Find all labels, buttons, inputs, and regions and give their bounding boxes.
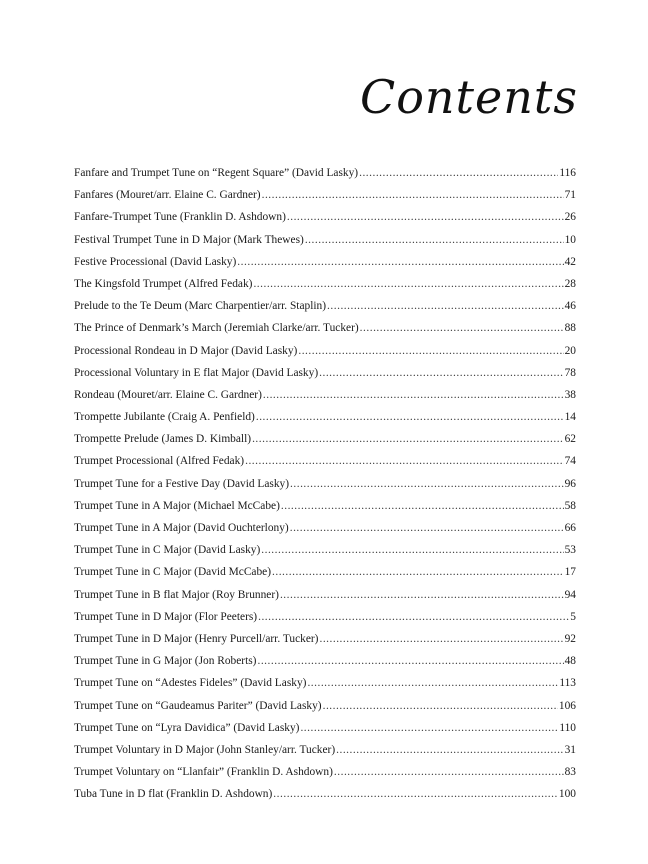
- toc-entry-page-number: 66: [564, 522, 576, 534]
- dot-leader: [273, 783, 558, 805]
- toc-entry-page-number: 110: [559, 721, 576, 734]
- dot-leader: [252, 428, 564, 450]
- toc-entry-title: Trumpet Tune in C Major (David Lasky): [74, 544, 261, 557]
- toc-entry-page-number: 83: [564, 766, 576, 779]
- toc-entry-page-number: 116: [559, 167, 576, 179]
- toc-entry-title: Trumpet Tune in D Major (Henry Purcell/arr. Tucker): [74, 632, 319, 645]
- dot-leader: [323, 695, 558, 717]
- toc-entry: [74, 717, 576, 739]
- toc-entry-title: Trumpet Voluntary in D Major (John Stanley/arr. Tucker): [74, 743, 336, 756]
- toc-entry-title: Trumpet Tune on “Adestes Fideles” (David Lasky): [74, 677, 307, 690]
- dot-leader: [305, 229, 564, 251]
- toc-entry-page-number: 48: [564, 655, 576, 668]
- toc-entry-title: Trumpet Voluntary on “Llanfair” (Franklin D. Ashdown): [74, 766, 333, 779]
- toc-entry-page-number: 20: [564, 344, 576, 357]
- toc-entry-title: Trumpet Tune in D Major (Flor Peeters): [74, 610, 258, 623]
- toc-entry-title: Trompette Jubilante (Craig A. Penfield): [74, 411, 255, 424]
- toc-entry-page-number: 17: [564, 566, 576, 579]
- dot-leader: [290, 517, 564, 539]
- dot-leader: [262, 184, 564, 206]
- dot-leader: [298, 340, 563, 362]
- dot-leader: [307, 672, 558, 694]
- dot-leader: [245, 450, 564, 472]
- toc-entry: [74, 539, 576, 561]
- dot-leader: [360, 317, 564, 339]
- dot-leader: [290, 473, 564, 495]
- toc-entry: [74, 406, 576, 428]
- toc-entry-title: Trumpet Tune in C Major (David McCabe): [74, 566, 272, 579]
- toc-entry: [74, 672, 576, 694]
- toc-entry-page-number: 62: [564, 433, 576, 446]
- toc-entry: [74, 761, 576, 783]
- dot-leader: [261, 539, 563, 561]
- toc-entry-title: Trumpet Tune for a Festive Day (David Lasky): [74, 477, 290, 490]
- dot-leader: [334, 761, 564, 783]
- toc-entry-page-number: 96: [564, 477, 576, 490]
- toc-entry-title: Trompette Prelude (James D. Kimball): [74, 433, 252, 446]
- toc-entry-page-number: 78: [564, 366, 576, 379]
- dot-leader: [257, 650, 563, 672]
- toc-entry-title: Festive Processional (David Lasky): [74, 255, 237, 268]
- toc-entry-title: Processional Rondeau in D Major (David Lasky): [74, 344, 298, 357]
- toc-entry-title: Prelude to the Te Deum (Marc Charpentier/arr. Staplin): [74, 300, 327, 313]
- toc-entry-title: Processional Voluntary in E flat Major (David Lasky): [74, 366, 319, 379]
- dot-leader: [253, 273, 563, 295]
- toc-entry-page-number: 38: [564, 388, 576, 401]
- toc-entry-title: The Kingsfold Trumpet (Alfred Fedak): [74, 277, 253, 290]
- toc-entry-title: Fanfare-Trumpet Tune (Franklin D. Ashdown): [74, 211, 286, 224]
- toc-entry-page-number: 100: [558, 788, 576, 801]
- toc-entry-page-number: 106: [558, 699, 576, 712]
- toc-entry: [74, 384, 576, 406]
- toc-entry: [74, 273, 576, 295]
- toc-entry-page-number: 88: [564, 322, 576, 335]
- dot-leader: [280, 584, 564, 606]
- toc-entry-page-number: 58: [564, 499, 576, 512]
- toc-entry: [74, 229, 576, 251]
- toc-entry-title: Tuba Tune in D flat (Franklin D. Ashdown): [74, 788, 273, 801]
- toc-entry: [74, 584, 576, 606]
- toc-entry-title: Trumpet Tune in A Major (Michael McCabe): [74, 499, 280, 512]
- page-title: Contents: [360, 70, 578, 124]
- dot-leader: [256, 406, 564, 428]
- toc-entry-page-number: 42: [564, 255, 576, 268]
- toc-entry-page-number: 71: [564, 189, 576, 202]
- dot-leader: [263, 384, 564, 406]
- toc-entry-page-number: 28: [564, 277, 576, 290]
- toc-entry: [74, 162, 576, 184]
- toc-entry: [74, 206, 576, 228]
- toc-entry-page-number: 92: [564, 632, 576, 645]
- dot-leader: [300, 717, 558, 739]
- dot-leader: [327, 295, 564, 317]
- dot-leader: [237, 251, 563, 273]
- dot-leader: [287, 206, 564, 228]
- dot-leader: [336, 739, 563, 761]
- toc-entry-page-number: 10: [564, 233, 576, 246]
- toc-entry: [74, 695, 576, 717]
- toc-entry: [74, 606, 576, 628]
- toc-entry-page-number: 5: [570, 610, 576, 623]
- toc-entry-title: Trumpet Tune in B flat Major (Roy Brunner): [74, 588, 279, 601]
- toc-entry-page-number: 113: [559, 677, 576, 690]
- toc-entry-page-number: 31: [564, 743, 576, 756]
- toc-entry-title: The Prince of Denmark’s March (Jeremiah Clarke/arr. Tucker): [74, 322, 359, 335]
- toc-entry: [74, 317, 576, 339]
- dot-leader: [258, 606, 569, 628]
- toc-entry-page-number: 26: [564, 211, 576, 224]
- toc-entry: [74, 428, 576, 450]
- toc-entry-title: Trumpet Tune on “Lyra Davidica” (David Lasky): [74, 721, 300, 734]
- toc-entry-title: Trumpet Tune on “Gaudeamus Pariter” (David Lasky): [74, 699, 322, 712]
- toc-entry: [74, 251, 576, 273]
- dot-leader: [359, 162, 558, 184]
- dot-leader: [281, 495, 564, 517]
- toc-entry-title: Trumpet Tune in G Major (Jon Roberts): [74, 655, 257, 668]
- toc-entry-page-number: 74: [564, 455, 576, 468]
- dot-leader: [272, 561, 564, 583]
- toc-entry: [74, 340, 576, 362]
- toc-entry: [74, 362, 576, 384]
- toc-entry: [74, 561, 576, 583]
- toc-entry-page-number: 94: [564, 588, 576, 601]
- toc-entry-title: Rondeau (Mouret/arr. Elaine C. Gardner): [74, 388, 262, 401]
- toc-entry-title: Trumpet Processional (Alfred Fedak): [74, 455, 245, 468]
- toc-entry-title: Fanfare and Trumpet Tune on “Regent Square” (David Lasky): [74, 167, 359, 179]
- toc-entry-page-number: 46: [564, 300, 576, 313]
- dot-leader: [319, 362, 563, 384]
- toc-entry-page-number: 14: [564, 411, 576, 424]
- toc-entry: [74, 628, 576, 650]
- toc-entry-title: Festival Trumpet Tune in D Major (Mark Thewes): [74, 233, 304, 246]
- toc-entry-title: Fanfares (Mouret/arr. Elaine C. Gardner): [74, 189, 261, 202]
- toc-entry: [74, 650, 576, 672]
- toc-entry: [74, 495, 576, 517]
- toc-entry-page-number: 53: [564, 544, 576, 557]
- toc-entry: [74, 184, 576, 206]
- toc-entry: [74, 295, 576, 317]
- toc-entry: [74, 783, 576, 805]
- dot-leader: [319, 628, 563, 650]
- table-of-contents: [74, 162, 576, 805]
- toc-entry-title: Trumpet Tune in A Major (David Ouchterlony): [74, 522, 289, 534]
- toc-entry: [74, 473, 576, 495]
- toc-entry: [74, 739, 576, 761]
- toc-entry: [74, 517, 576, 539]
- toc-entry: [74, 450, 576, 472]
